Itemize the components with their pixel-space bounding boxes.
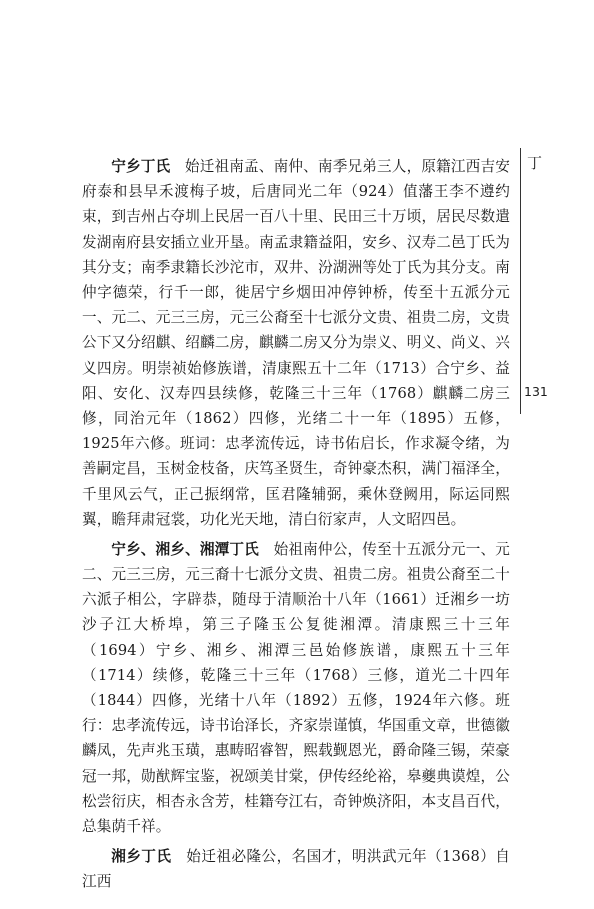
margin-rule	[520, 148, 521, 414]
page-number: 131	[524, 384, 548, 399]
entry-title: 湘乡丁氏	[111, 848, 172, 866]
entry-title: 宁乡丁氏	[111, 158, 171, 175]
entry-ningxiang-xiangxiang-xiangtan-ding	[82, 537, 510, 839]
entry-xiangxiang-ding	[82, 844, 510, 894]
entry-body: 始祖南仲公，传至十五派分元一、元二、元三三房，元三裔十七派分文贵、祖贵二房。祖贵公裔至二十六派子相公，字辟恭，随母于清顺治十八年（1661）迁湘乡一坊沙子江大桥埠，第三子隆玉公复徙湘潭。清康熙三十三年（1694）宁乡、湘乡、湘潭三邑始修族谱，康熙五十三年（1714）续修，乾隆三十三年（1768）三修，道光二十四年（1844）四修，光绪十八年（1892）五修，1924年六修。班行：忠孝流传远，诗书诒泽长，齐家崇谨慎，华国重文章，世德徽麟凤，先声兆玉璜，惠畴昭睿智，熙载觐恩光，爵命隆三锡，荣豪冠一邦，勋猷辉宝鉴，祝颂美甘棠，伊传经纶裕，皋夔典谟煌，公松尝衍庆，相杏永含芳，桂籍夸江右，奇钟焕济阳，本支昌百代，总集荫千祥。	[82, 540, 510, 836]
entry-body: 始迁祖必隆公，名国才，明洪武元年（1368）自江西	[82, 848, 510, 891]
entry-body: 始迁祖南孟、南仲、南季兄弟三人，原籍江西吉安府泰和县早禾渡梅子坡，后唐同光二年（924）值藩王李不遵约束，到吉州占夺圳上民居一百八十里、民田三十万顷，居民尽数遣发湖南府县安插立业开垦。南孟隶籍益阳，安乡、汉寿二邑丁氏为其分支；南季隶籍长沙沱市，双井、汾湖洲等处丁氏为其分支。南仲字德荣，行千一郎，徙居宁乡烟田冲停钟桥，传至十五派分元一、元二、元三三房，元三公裔至十七派分文贵、祖贵二房，文贵公下又分绍麒、绍麟二房，麒麟二房又分为崇义、明义、尚义、兴义四房。明崇祯始修族谱，清康熙五十二年（1713）合宁乡、益阳、安化、汉寿四县续修，乾隆三十三年（1768）麒麟二房三修，同治元年（1862）四修，光绪二十一年（1895）五修，1925年六修。班词：忠孝流传远，诗书佑启长，作求凝令绪，为善嗣定昌，玉树金枝备，庆笃圣贤生，奇钟豪杰积，满门福泽全，千里风云气，正己振纲常，匡君隆辅弼，乘休登阙用，际运同熙翼，瞻拜肃冠裳，功化光天地，清白衍家声，人文昭四邑。	[82, 158, 510, 528]
entry-title: 宁乡、湘乡、湘潭丁氏	[111, 540, 259, 558]
section-marker: 丁	[527, 154, 543, 172]
entry-ningxiang-ding	[82, 154, 510, 532]
main-text	[82, 154, 510, 899]
